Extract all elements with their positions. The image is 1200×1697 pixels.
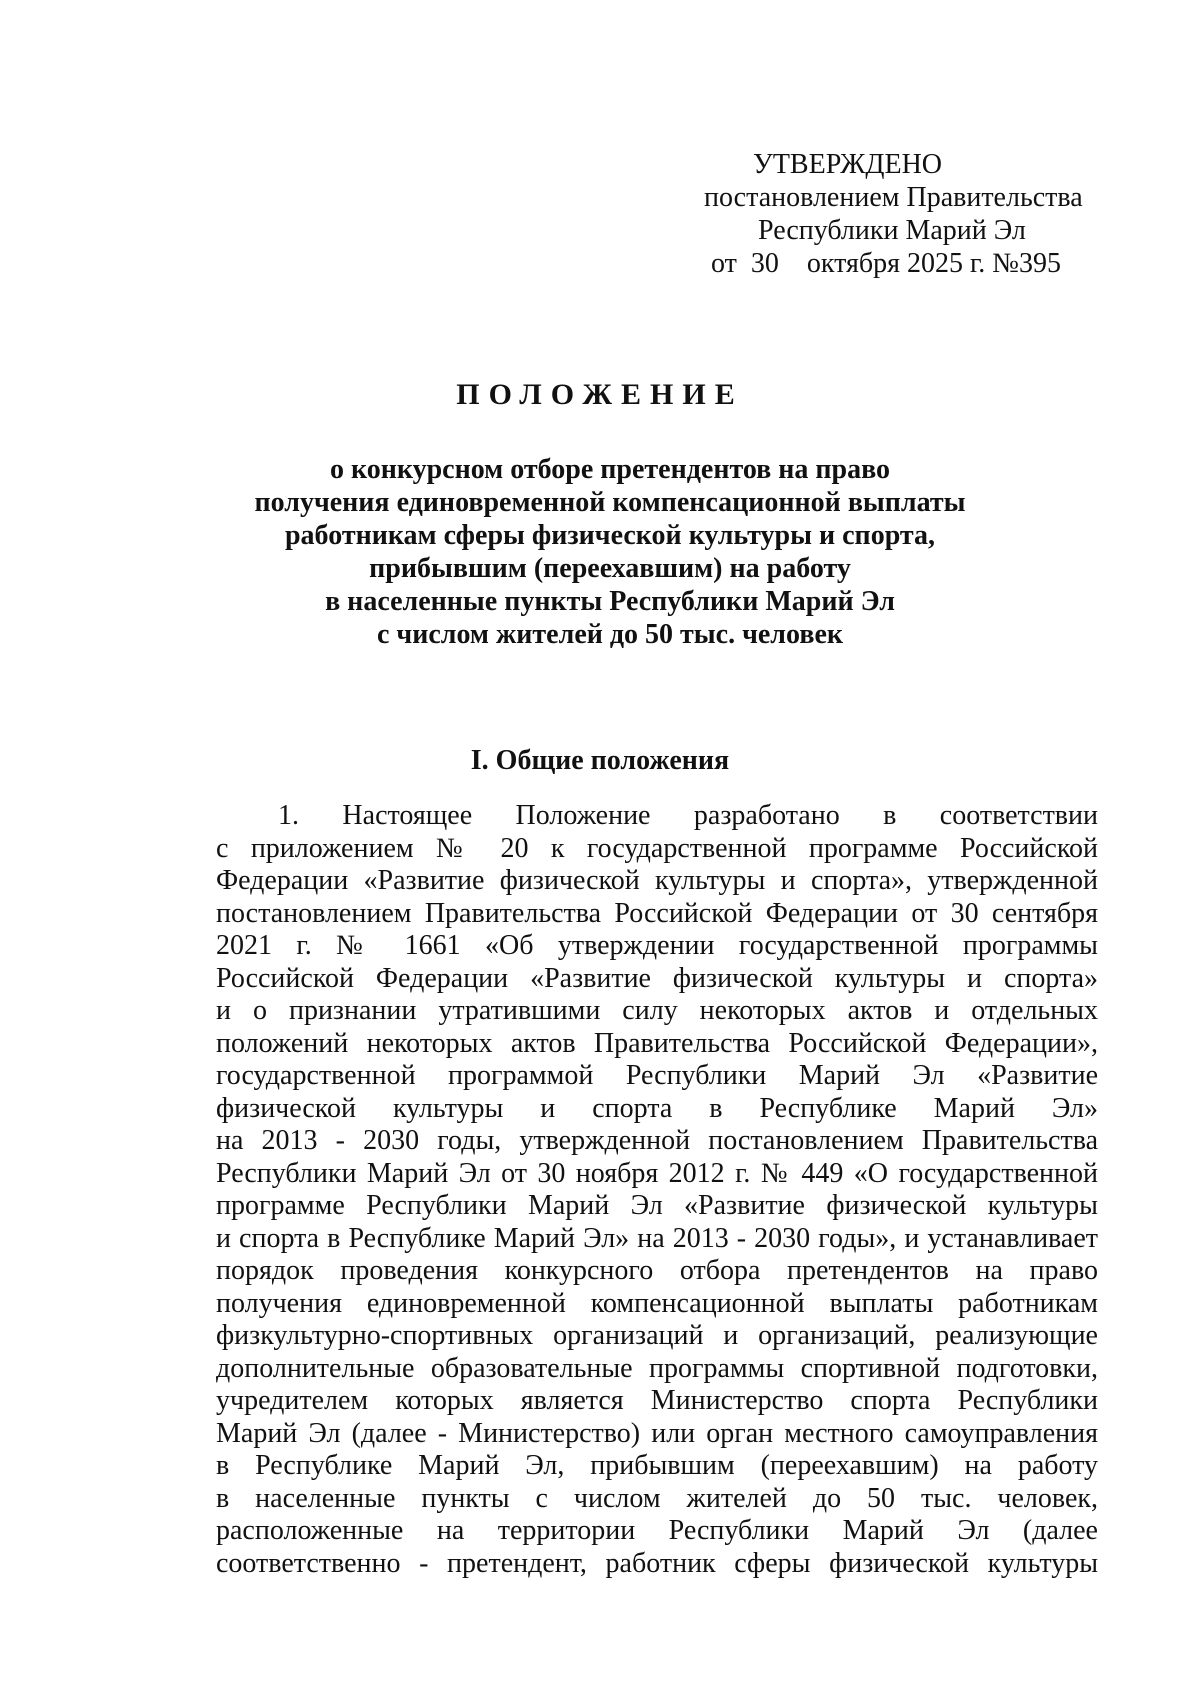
paragraph-line: программе Республики Марий Эл «Развитие физической культуры: [216, 1190, 1098, 1221]
subtitle-line: прибывшим (переехавшим) на работу: [369, 553, 851, 584]
paragraph-line: в населенные пункты с числом жителей до 50 тыс. человек,: [216, 1482, 1098, 1514]
paragraph-line: Российской Федерации «Развитие физической культуры и спорта»: [216, 962, 1098, 994]
paragraph-line: и о признании утратившими силу некоторых актов и отдельных: [216, 995, 1098, 1026]
approval-title: УТВЕРЖДЕНО: [753, 149, 943, 180]
paragraph-line: 2021 г. № 1661 «Об утверждении государственной программы: [216, 930, 1098, 961]
paragraph-line: расположенные на территории Республики Марий Эл (далее: [216, 1515, 1098, 1546]
paragraph-line: 1. Настоящее Положение разработано в соответствии: [278, 800, 1098, 831]
paragraph-line: и спорта в Республике Марий Эл» на 2013 - 2030 годы», и устанавливает: [216, 1222, 1098, 1254]
paragraph-line: постановлением Правительства Российской Федерации от 30 сентября: [216, 897, 1098, 929]
paragraph-line: физкультурно-спортивных организаций и организаций, реализующие: [216, 1320, 1098, 1351]
subtitle-line: работникам сферы физической культуры и спорта,: [284, 520, 935, 551]
paragraph-line: Федерации «Развитие физической культуры и спорта», утвержденной: [216, 865, 1098, 896]
subtitle-line: получения единовременной компенсационной выплаты: [254, 487, 966, 518]
paragraph-line: в Республике Марий Эл, прибывшим (переехавшим) на работу: [216, 1450, 1098, 1481]
approval-date-prefix: от: [711, 248, 737, 279]
paragraph-line: дополнительные образовательные программы спортивной подготовки,: [216, 1352, 1098, 1384]
document-subtitle: [240, 453, 980, 651]
approval-stamp: [640, 148, 1100, 280]
paragraph-line: порядок проведения конкурсного отбора претендентов на право: [216, 1255, 1098, 1286]
paragraph-1: [216, 800, 1098, 1580]
paragraph-line: положений некоторых актов Правительства Российской Федерации»,: [216, 1027, 1098, 1059]
paragraph-line: физической культуры и спорта в Республике Марий Эл»: [216, 1092, 1098, 1124]
approval-date-rest: октября 2025 г. №395: [806, 248, 1062, 279]
paragraph-line: получения единовременной компенсационной выплаты работникам: [216, 1287, 1098, 1319]
approval-line-1: постановлением Правительства: [704, 182, 1083, 213]
paragraph-line: Республики Марий Эл от 30 ноября 2012 г. № 449 «О государственной: [216, 1157, 1098, 1189]
subtitle-line: в населенные пункты Республики Марий Эл: [325, 586, 895, 617]
approval-line-2: Республики Марий Эл: [758, 215, 1026, 246]
approval-date-line: [640, 247, 1100, 280]
subtitle-line: о конкурсном отборе претендентов на право: [329, 454, 891, 485]
paragraph-line: государственной программой Республики Марий Эл «Развитие: [216, 1060, 1098, 1091]
subtitle-line: с числом жителей до 50 тыс. человек: [376, 619, 844, 650]
paragraph-line: соответственно - претендент, работник сферы физической культуры: [216, 1547, 1098, 1579]
paragraph-line: учредителем которых является Министерство спорта Республики: [216, 1385, 1098, 1416]
approval-date-day: 30: [750, 248, 779, 279]
document-title: ПОЛОЖЕНИЕ: [456, 378, 744, 411]
paragraph-line: Марий Эл (далее - Министерство) или орган местного самоуправления: [216, 1417, 1098, 1449]
paragraph-line: на 2013 - 2030 годы, утвержденной постановлением Правительства: [216, 1125, 1098, 1156]
paragraph-line: с приложением № 20 к государственной программе Российской: [216, 832, 1098, 864]
section-heading: I. Общие положения: [470, 745, 730, 776]
